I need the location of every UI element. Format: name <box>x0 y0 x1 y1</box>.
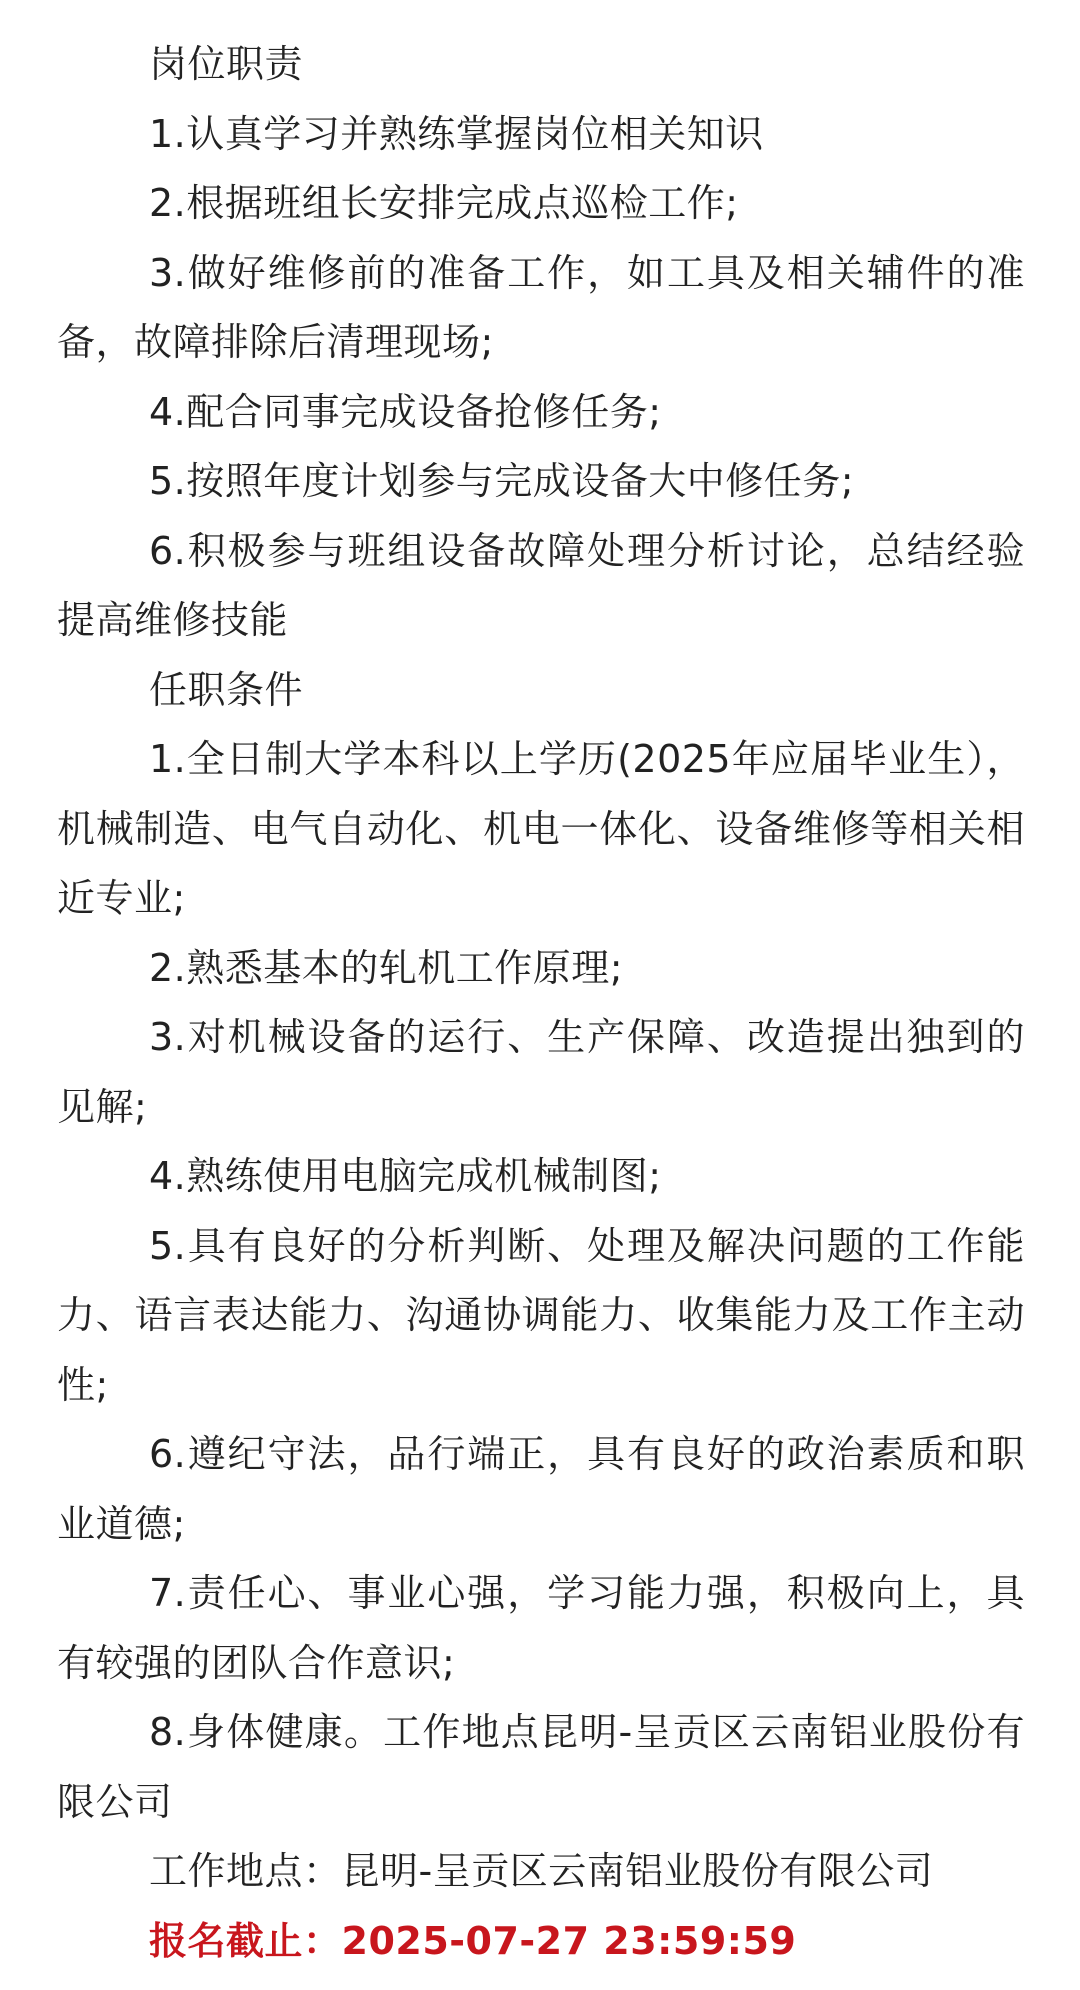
duty-item: 5.按照年度计划参与完成设备大中修任务; <box>149 459 855 503</box>
requirement-item: 3.对机械设备的运行、生产保障、改造提出独到的见解; <box>57 1015 1025 1129</box>
requirement-item: 2.熟悉基本的轧机工作原理; <box>149 945 624 990</box>
job-posting-document <box>57 30 1025 1976</box>
work-location: 工作地点：昆明-呈贡区云南铝业股份有限公司 <box>149 1849 934 1893</box>
duties-heading: 岗位职责 <box>149 42 304 86</box>
requirement-item: 6.遵纪守法，品行端正，具有良好的政治素质和职业道德; <box>57 1432 1025 1546</box>
duty-item: 2.根据班组长安排完成点巡检工作; <box>149 181 739 225</box>
requirement-item: 1.全日制大学本科以上学历(2025年应届毕业生），机械制造、电气自动化、机电一体化、设备维修等相关相近专业; <box>57 737 1025 920</box>
requirement-item: 4.熟练使用电脑完成机械制图; <box>149 1154 662 1198</box>
duty-item: 1.认真学习并熟练掌握岗位相关知识 <box>149 111 764 156</box>
duty-item: 3.做好维修前的准备工作，如工具及相关辅件的准备，故障排除后清理现场; <box>57 250 1025 364</box>
duty-item: 6.积极参与班组设备故障处理分析讨论，总结经验提高维修技能 <box>57 528 1025 642</box>
requirement-item: 8.身体健康。工作地点昆明-呈贡区云南铝业股份有限公司 <box>57 1710 1025 1824</box>
requirement-item: 5.具有良好的分析判断、处理及解决问题的工作能力、语言表达能力、沟通协调能力、收集能力及工作主动性; <box>57 1223 1025 1407</box>
requirements-heading: 任职条件 <box>149 667 304 712</box>
application-deadline: 报名截止：2025-07-27 23:59:59 <box>149 1918 797 1963</box>
duty-item: 4.配合同事完成设备抢修任务; <box>149 389 662 434</box>
requirement-item: 7.责任心、事业心强，学习能力强，积极向上，具有较强的团队合作意识; <box>57 1571 1025 1685</box>
